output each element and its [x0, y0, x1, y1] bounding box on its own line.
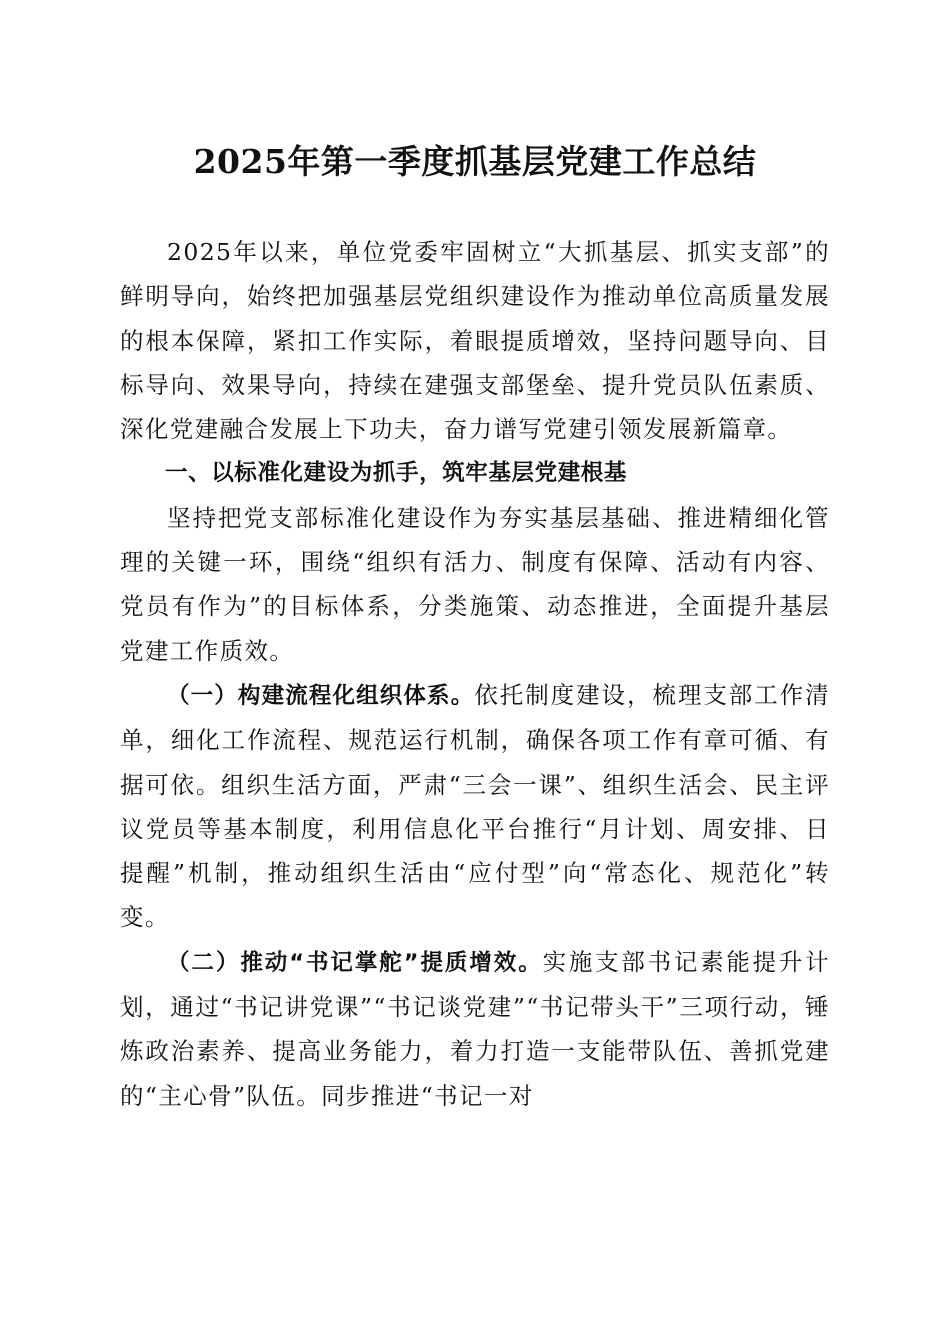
section-1-item-2-label: （二）推动“书记掌舵”提质增效。: [167, 949, 543, 976]
section-1-item-2-text: 实施支部书记素能提升计划，通过“书记讲党课”“书记谈党建”“书记带头干”三项行动，锤炼政治素养、提高业务能力，着力打造一支能带队伍、善抓党建的“主心骨”队伍。同步推进“书记一对: [120, 947, 830, 1110]
section-1-intro-paragraph: 坚持把党支部标准化建设作为夯实基层基础、推进精细化管理的关键一环，围绕“组织有活力、制度有保障、活动有内容、党员有作为”的目标体系，分类施策、动态推进，全面提升基层党建工作质效。: [120, 503, 830, 665]
section-1-item-2-paragraph: [120, 940, 830, 1118]
section-1-item-1-text: 依托制度建设，梳理支部工作清单，细化工作流程、规范运行机制，确保各项工作有章可循、有据可依。组织生活方面，严肃“三会一课”、组织生活会、民主评议党员等基本制度，利用信息化平台推行“月计划、周安排、日提醒”机制，推动组织生活由“应付型”向“常态化、规范化”转变。: [120, 680, 830, 932]
intro-paragraph: 2025年以来，单位党委牢固树立“大抓基层、抓实支部”的鲜明导向，始终把加强基层党组织建设作为推动单位高质量发展的根本保障，紧扣工作实际，着眼提质增效，坚持问题导向、目标导向、效果导向，持续在建强支部堡垒、提升党员队伍素质、深化党建融合发展上下功夫，奋力谱写党建引领发展新篇章。: [120, 238, 830, 444]
document-body: [120, 230, 830, 1118]
section-heading-1: 一、以标准化建设为抓手，筑牢基层党建根基: [165, 460, 628, 487]
section-1-item-1-paragraph: [120, 673, 830, 940]
section-1-item-1-label: （一）构建流程化组织体系。: [167, 682, 475, 709]
document-title: 2025年第一季度抓基层党建工作总结: [193, 142, 757, 181]
